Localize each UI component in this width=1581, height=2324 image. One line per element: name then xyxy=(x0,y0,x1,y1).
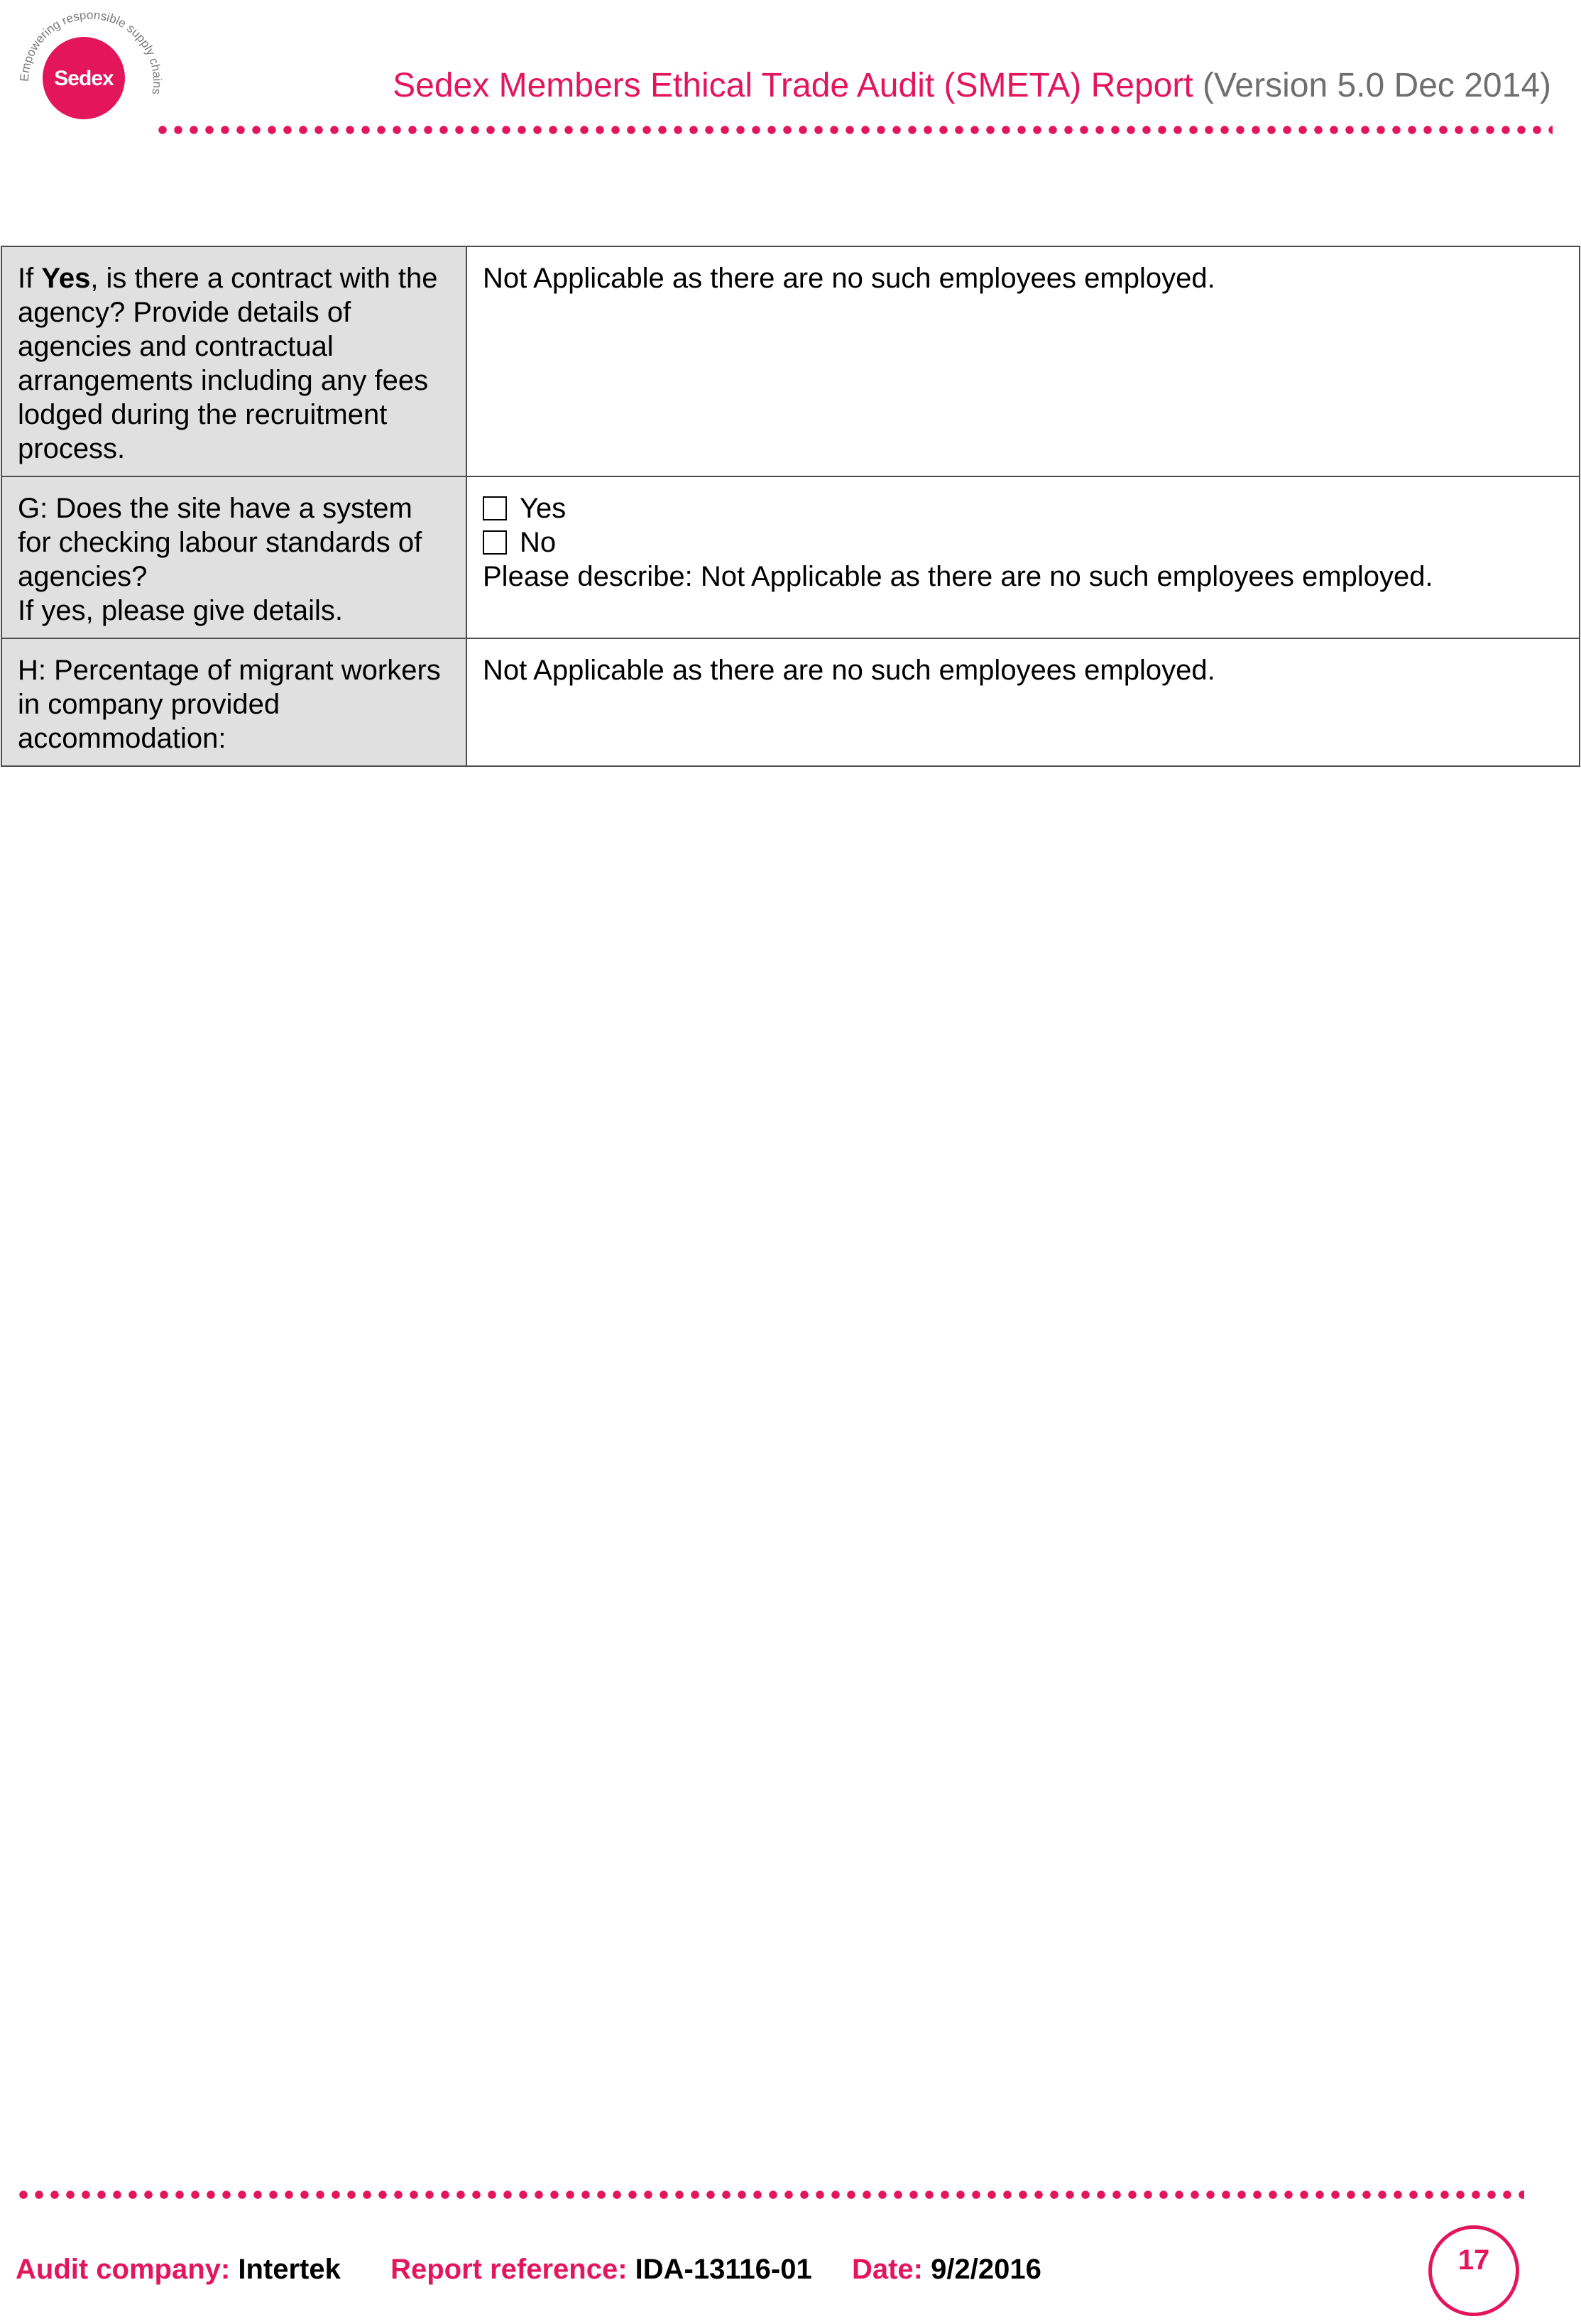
answer-text: Not Applicable as there are no such employees employed. xyxy=(483,263,1215,294)
answer-cell xyxy=(466,638,1580,766)
audit-company-label: Audit company: xyxy=(16,2254,231,2285)
svg-text:Empowering responsible supply: Empowering responsible supply chains xyxy=(17,8,165,96)
date-label: Date: xyxy=(851,2254,923,2285)
table-row xyxy=(1,638,1580,766)
question-cell xyxy=(1,638,466,766)
yes-option-label: Yes xyxy=(520,493,567,524)
report-title xyxy=(393,66,1551,105)
date-value: 9/2/2016 xyxy=(931,2254,1041,2285)
sedex-logo xyxy=(7,0,170,163)
table-row xyxy=(1,476,1580,638)
question-text: , is there a contract with the agency? Provide details of agencies and contractual arrangements including any fees lodged during the recruitment process. xyxy=(18,263,438,464)
report-reference-value: IDA-13116-01 xyxy=(635,2254,812,2285)
question-cell xyxy=(1,246,466,476)
report-reference-label: Report reference: xyxy=(390,2254,628,2285)
header-dotted-divider xyxy=(155,125,1553,135)
page-number-badge: 17 xyxy=(1428,2225,1519,2316)
no-checkbox[interactable] xyxy=(483,530,507,555)
table-row xyxy=(1,246,1580,476)
yes-option[interactable] xyxy=(483,491,1563,525)
question-subtext: If yes, please give details. xyxy=(18,595,344,626)
answer-text: Not Applicable as there are no such employees employed. xyxy=(483,655,1215,686)
describe-line xyxy=(483,560,1563,594)
question-cell xyxy=(1,476,466,638)
answer-cell xyxy=(466,476,1580,638)
footer-dotted-divider xyxy=(16,2190,1524,2200)
report-title-main: Sedex Members Ethical Trade Audit (SMETA) Report xyxy=(393,67,1193,104)
answer-cell xyxy=(466,246,1580,476)
question-text: H: Percentage of migrant workers in company provided accommodation: xyxy=(18,655,441,754)
svg-text:Sedex: Sedex xyxy=(54,67,114,90)
question-emphasis: Yes xyxy=(41,263,91,294)
describe-label: Please describe: xyxy=(483,561,701,592)
question-text: If xyxy=(18,263,42,294)
question-text: G: Does the site have a system for checking labour standards of agencies? xyxy=(18,493,422,592)
report-version: (Version 5.0 Dec 2014) xyxy=(1203,67,1551,104)
footer-info xyxy=(16,2254,1041,2286)
no-option[interactable] xyxy=(483,525,1563,560)
describe-value: Not Applicable as there are no such employees employed. xyxy=(700,561,1433,592)
audit-company-value: Intertek xyxy=(238,2254,341,2285)
yes-checkbox[interactable] xyxy=(483,496,507,520)
no-option-label: No xyxy=(520,527,557,558)
agency-questions-table xyxy=(1,246,1580,767)
